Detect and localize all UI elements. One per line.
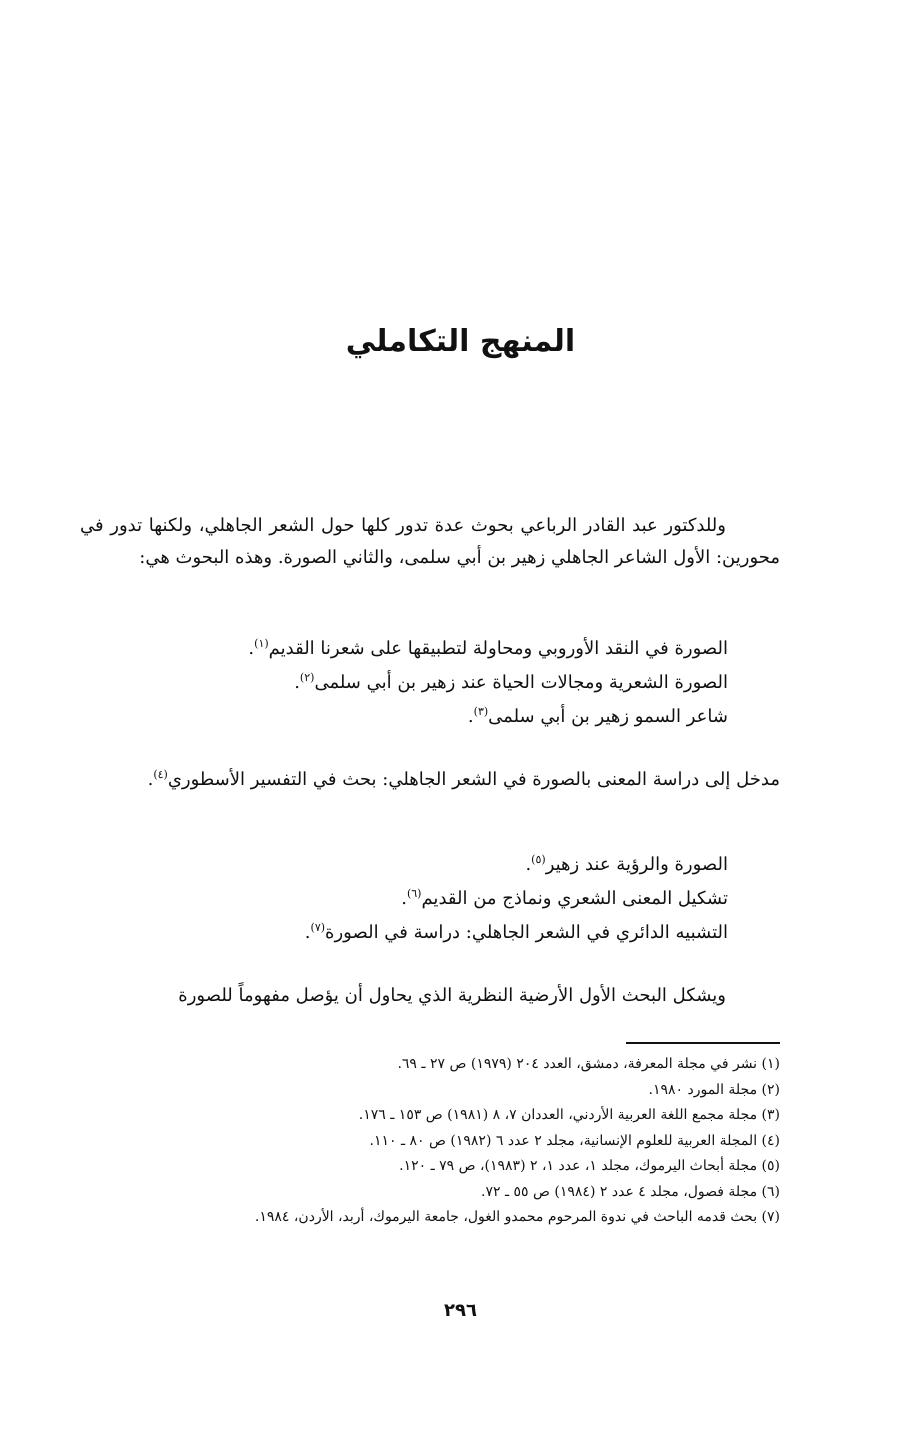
chapter-title: المنهج التكاملي bbox=[345, 324, 576, 359]
middle-paragraph-end: . bbox=[147, 769, 154, 790]
list-item bbox=[128, 632, 728, 666]
footnote-item: (٢) مجلة المورد ١٩٨٠. bbox=[648, 1081, 780, 1098]
footnote-ref: (٣) bbox=[473, 705, 489, 718]
research-list-2 bbox=[128, 848, 728, 950]
list-item-end: . bbox=[525, 854, 532, 875]
middle-paragraph-block bbox=[80, 764, 780, 796]
closing-paragraph-block bbox=[80, 980, 780, 1012]
middle-paragraph-text: مدخل إلى دراسة المعنى بالصورة في الشعر الجاهلي: بحث في التفسير الأسطوري bbox=[167, 769, 780, 790]
list-item-end: . bbox=[294, 672, 300, 693]
list-item-end: . bbox=[248, 638, 255, 659]
footnote-ref: (١) bbox=[254, 637, 269, 650]
footnote-ref: (٢) bbox=[299, 671, 315, 684]
list-item bbox=[128, 882, 728, 916]
footnote-item: (٥) مجلة أبحاث اليرموك، مجلد ١، عدد ١، ٢ (١٩٨٣)، ص ٧٩ ـ ١٢٠. bbox=[399, 1158, 780, 1174]
intro-paragraph-block bbox=[80, 510, 780, 574]
footnote-item: (١) نشر في مجلة المعرفة، دمشق، العدد ٢٠٤ (١٩٧٩) ص ٢٧ ـ ٦٩. bbox=[397, 1056, 780, 1072]
middle-paragraph bbox=[80, 764, 780, 796]
footnote-item: (٧) بحث قدمه الباحث في ندوة المرحوم محمدو الغول، جامعة اليرموك، أربد، الأردن، ١٩٨٤. bbox=[254, 1209, 780, 1225]
list-item bbox=[128, 916, 728, 950]
footnote-item: (٣) مجلة مجمع اللغة العربية الأردني، العددان ٧، ٨ (١٩٨١) ص ١٥٣ ـ ١٧٦. bbox=[358, 1107, 780, 1123]
list-item-text: شاعر السمو زهير بن أبي سلمى bbox=[488, 706, 728, 727]
list-item-end: . bbox=[304, 922, 311, 943]
list-item-text: الصورة في النقد الأوروبي ومحاولة لتطبيقها على شعرنا القديم bbox=[268, 638, 728, 659]
footnote-item: (٦) مجلة فصول، مجلد ٤ عدد ٢ (١٩٨٤) ص ٥٥ ـ ٧٢. bbox=[481, 1183, 780, 1200]
list-item bbox=[128, 700, 728, 734]
footnote-ref: (٥) bbox=[531, 853, 546, 866]
list-item-text: الصورة الشعرية ومجالات الحياة عند زهير بن أبي سلمى bbox=[314, 672, 728, 693]
list-item-text: تشكيل المعنى الشعري ونماذج من القديم bbox=[421, 888, 728, 909]
footnote-ref: (٧) bbox=[310, 921, 326, 934]
intro-paragraph: وللدكتور عبد القادر الرباعي بحوث عدة تدور كلها حول الشعر الجاهلي، ولكنها تدور في محورين: الأول الشاعر الجاهلي زهير بن أبي سلمى، والثاني الصورة. وهذه البحوث هي: bbox=[80, 515, 780, 568]
page-number: ٢٩٦ bbox=[444, 1300, 477, 1321]
footnote-item: (٤) المجلة العربية للعلوم الإنسانية، مجلد ٢ عدد ٦ (١٩٨٢) ص ٨٠ ـ ١١٠. bbox=[369, 1132, 780, 1149]
closing-paragraph: ويشكل البحث الأول الأرضية النظرية الذي يحاول أن يؤصل مفهوماً للصورة bbox=[178, 985, 726, 1006]
list-item bbox=[128, 848, 728, 882]
footnote-ref: (٦) bbox=[406, 887, 422, 900]
footnote-separator bbox=[626, 1042, 780, 1044]
footnotes bbox=[80, 1052, 780, 1231]
research-list-1 bbox=[128, 632, 728, 734]
list-item-end: . bbox=[467, 706, 474, 727]
footnote-ref: (٤) bbox=[153, 768, 168, 781]
list-item-text: الصورة والرؤية عند زهير bbox=[545, 854, 728, 875]
list-item bbox=[128, 666, 728, 700]
list-item-text: التشبيه الدائري في الشعر الجاهلي: دراسة في الصورة bbox=[325, 922, 728, 943]
list-item-end: . bbox=[401, 888, 407, 909]
